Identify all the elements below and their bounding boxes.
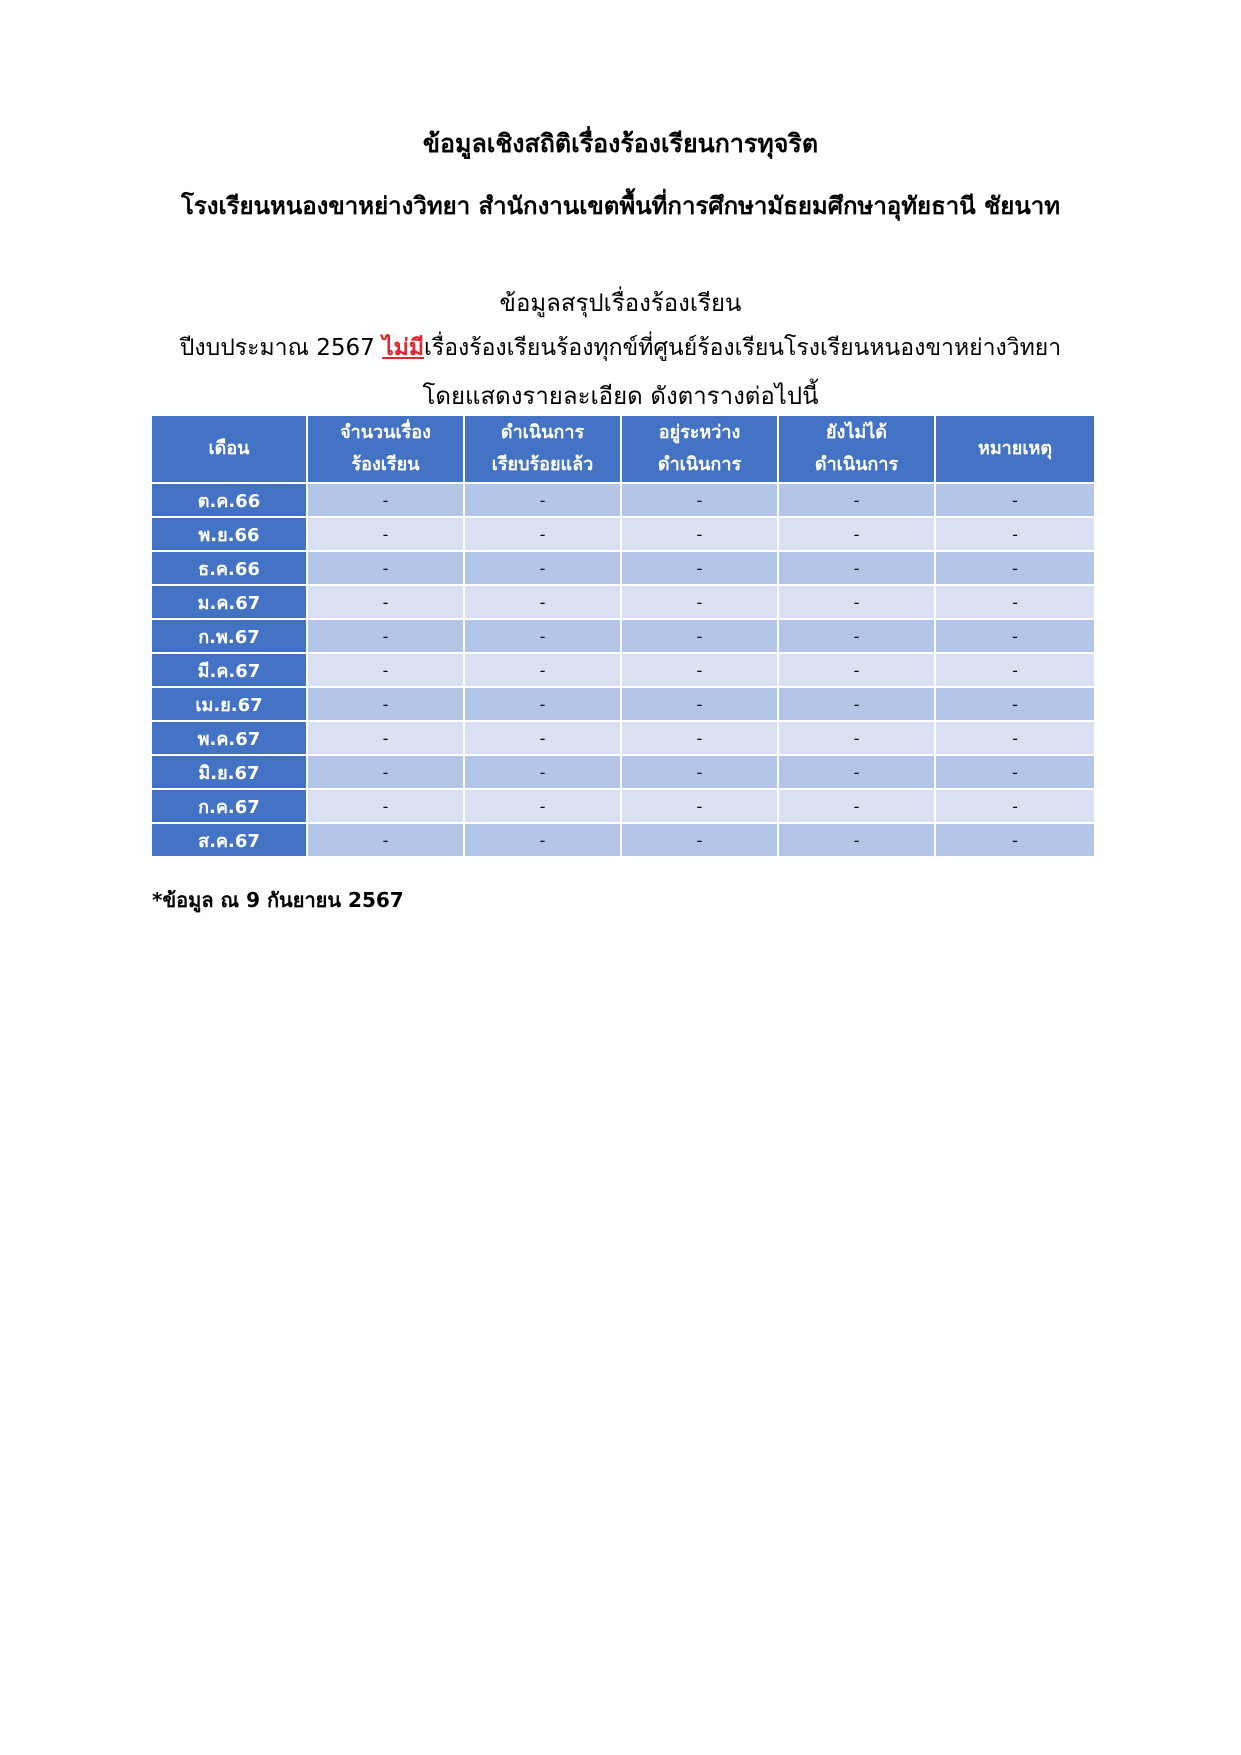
table-cell: - [464, 585, 621, 619]
month-cell: เม.ย.67 [152, 687, 307, 721]
table-cell: - [935, 483, 1094, 517]
column-header [935, 416, 1094, 483]
table-cell: - [307, 483, 464, 517]
table-cell: - [621, 789, 778, 823]
table-cell: - [464, 551, 621, 585]
column-header [621, 416, 778, 483]
table-cell: - [464, 789, 621, 823]
table-cell: - [464, 517, 621, 551]
column-header-line1: ยังไม่ได้ [826, 422, 887, 443]
table-cell: - [621, 619, 778, 653]
column-header-line1: อยู่ระหว่าง [658, 422, 741, 443]
footnote: *ข้อมูล ณ 9 กันยายน 2567 [152, 888, 404, 912]
summary-heading: ข้อมูลสรุปเรื่องร้องเรียน [499, 289, 742, 317]
summary-highlight: ไม่มี [382, 335, 424, 361]
column-header [152, 416, 307, 483]
month-cell: พ.ย.66 [152, 517, 307, 551]
table-row [152, 551, 1094, 585]
table-cell: - [621, 653, 778, 687]
column-header [307, 416, 464, 483]
table-cell: - [464, 823, 621, 857]
table-cell: - [464, 755, 621, 789]
column-header-line2: เรียบร้อยแล้ว [491, 454, 594, 475]
table-cell: - [935, 551, 1094, 585]
table-row [152, 687, 1094, 721]
table-row [152, 721, 1094, 755]
table-cell: - [307, 517, 464, 551]
table-row [152, 653, 1094, 687]
month-cell: ส.ค.67 [152, 823, 307, 857]
table-cell: - [307, 721, 464, 755]
table-cell: - [464, 619, 621, 653]
table-cell: - [621, 721, 778, 755]
table-cell: - [935, 789, 1094, 823]
table-cell: - [621, 483, 778, 517]
table-cell: - [464, 721, 621, 755]
column-header-line1: เดือน [208, 438, 250, 459]
table-cell: - [778, 687, 935, 721]
table-cell: - [307, 687, 464, 721]
table-cell: - [307, 619, 464, 653]
table-cell: - [778, 653, 935, 687]
table-cell: - [935, 585, 1094, 619]
table-row [152, 517, 1094, 551]
column-header-line2: ร้องเรียน [351, 454, 420, 475]
table-cell: - [621, 755, 778, 789]
table-cell: - [621, 551, 778, 585]
table-cell: - [935, 823, 1094, 857]
column-header-line1: หมายเหตุ [977, 438, 1053, 459]
month-cell: ก.พ.67 [152, 619, 307, 653]
table-row [152, 823, 1094, 857]
table-cell: - [778, 823, 935, 857]
table-cell: - [778, 755, 935, 789]
summary-prefix: ปีงบประมาณ 2567 [179, 335, 383, 361]
table-cell: - [778, 551, 935, 585]
table-cell: - [778, 619, 935, 653]
month-cell: ก.ค.67 [152, 789, 307, 823]
table-cell: - [307, 551, 464, 585]
table-cell: - [464, 687, 621, 721]
column-header-line2: ดำเนินการ [814, 454, 899, 475]
table-cell: - [307, 653, 464, 687]
table-cell: - [778, 483, 935, 517]
table-cell: - [778, 721, 935, 755]
table-row [152, 585, 1094, 619]
column-header [464, 416, 621, 483]
table-cell: - [621, 517, 778, 551]
table-cell: - [464, 653, 621, 687]
table-cell: - [935, 619, 1094, 653]
column-header-line1: จำนวนเรื่อง [340, 422, 431, 443]
month-cell: ธ.ค.66 [152, 551, 307, 585]
table-cell: - [778, 585, 935, 619]
table-cell: - [778, 789, 935, 823]
column-header-line2: ดำเนินการ [657, 454, 742, 475]
complaints-table [152, 416, 1094, 858]
month-cell: มี.ค.67 [152, 653, 307, 687]
table-cell: - [935, 517, 1094, 551]
table-cell: - [935, 653, 1094, 687]
table-cell: - [621, 687, 778, 721]
table-body [152, 483, 1094, 857]
table-cell: - [621, 585, 778, 619]
month-cell: ม.ค.67 [152, 585, 307, 619]
table-cell: - [307, 789, 464, 823]
table-cell: - [464, 483, 621, 517]
summary-note: โดยแสดงรายละเอียด ดังตารางต่อไปนี้ [422, 382, 819, 410]
table-cell: - [935, 687, 1094, 721]
page-subtitle: โรงเรียนหนองขาหย่างวิทยา สำนักงานเขตพื้นที่การศึกษามัธยมศึกษาอุทัยธานี ชัยนาท [180, 192, 1061, 220]
table-cell: - [307, 823, 464, 857]
table-row [152, 619, 1094, 653]
table-row [152, 755, 1094, 789]
table-cell: - [307, 755, 464, 789]
column-header-line1: ดำเนินการ [500, 422, 585, 443]
table-row [152, 789, 1094, 823]
month-cell: มิ.ย.67 [152, 755, 307, 789]
month-cell: พ.ค.67 [152, 721, 307, 755]
month-cell: ต.ค.66 [152, 483, 307, 517]
table-cell: - [307, 585, 464, 619]
summary-suffix: เรื่องร้องเรียนร้องทุกข์ที่ศูนย์ร้องเรียนโรงเรียนหนองขาหย่างวิทยา [423, 335, 1062, 361]
table-cell: - [778, 517, 935, 551]
table-header-row [152, 416, 1094, 483]
summary-statement [0, 330, 1241, 366]
table-cell: - [621, 823, 778, 857]
page-title: ข้อมูลเชิงสถิติเรื่องร้องเรียนการทุจริต [422, 129, 819, 158]
table-row [152, 483, 1094, 517]
table-cell: - [935, 721, 1094, 755]
column-header [778, 416, 935, 483]
table-cell: - [935, 755, 1094, 789]
